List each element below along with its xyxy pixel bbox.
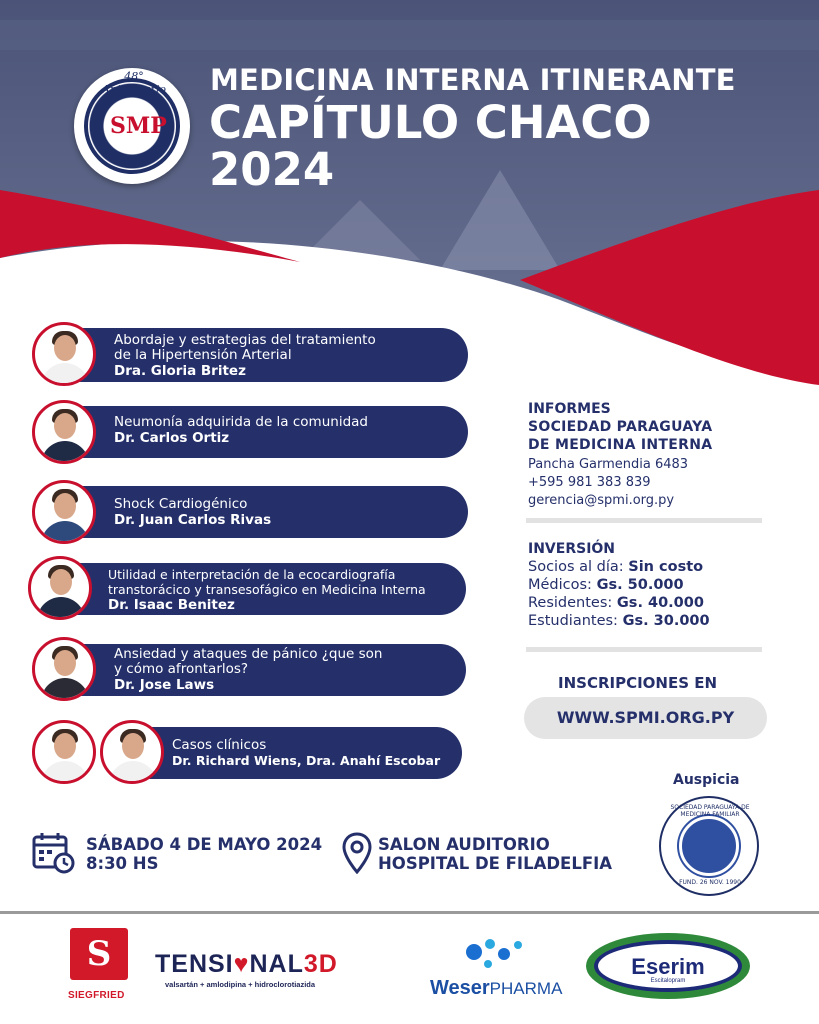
siegfried-logo	[70, 928, 128, 980]
talk-topic-cont: de la Hipertensión Arterial	[114, 347, 292, 363]
tensional-subtitle: valsartán + amlodipina + hidroclorotiazida	[165, 980, 316, 989]
talk-speaker: Dr. Carlos Ortiz	[114, 430, 230, 446]
speaker-photo	[32, 720, 96, 784]
eserim-logo	[586, 933, 750, 999]
speaker-photo	[32, 637, 96, 701]
body	[41, 761, 89, 784]
inscripciones-heading: INSCRIPCIONES EN	[558, 674, 718, 692]
footer-divider	[0, 911, 819, 914]
tensional-part1: TENSI	[155, 950, 234, 978]
face	[50, 569, 72, 595]
price-label: Residentes:	[528, 595, 617, 611]
event-venue	[378, 835, 612, 873]
eserim-subtitle: Escitalopram	[650, 978, 686, 984]
tensional-logo	[155, 950, 338, 979]
talk-topic: Shock Cardiogénico	[114, 496, 248, 512]
talk-speaker: Dr. Jose Laws	[114, 677, 215, 693]
event-time: 8:30 HS	[86, 854, 159, 873]
divider	[526, 647, 762, 652]
title-year: 2024	[209, 143, 335, 196]
talk-card	[62, 328, 468, 382]
inversion-heading: INVERSIÓN	[528, 541, 616, 557]
price-row	[528, 577, 684, 593]
face	[122, 733, 144, 759]
talk-topic: Neumonía adquirida de la comunidad	[114, 414, 368, 430]
talk-topic: Ansiedad y ataques de pánico ¿que son	[114, 646, 383, 662]
price-row	[528, 595, 704, 611]
seal-emblem	[679, 816, 739, 876]
price-row	[528, 559, 703, 575]
registration-url-button[interactable]: WWW.SPMI.ORG.PY	[524, 697, 767, 739]
speaker-photo	[28, 556, 92, 620]
weser-name: Weser	[430, 977, 490, 999]
face	[54, 413, 76, 439]
weser-dots-icon	[460, 936, 530, 976]
price-value: Sin costo	[628, 559, 704, 575]
weser-pharma-logo	[430, 977, 562, 1000]
phone[interactable]: +595 981 383 839	[528, 475, 651, 490]
face	[54, 335, 76, 361]
org-name-line1: SOCIEDAD PARAGUAYA	[528, 419, 713, 435]
talk-card	[62, 406, 468, 458]
price-label: Médicos:	[528, 577, 597, 593]
talk-card	[62, 563, 466, 615]
talk-speaker: Dr. Juan Carlos Rivas	[114, 512, 272, 528]
sponsor-seal	[659, 796, 759, 896]
heart-icon: ♥	[233, 950, 250, 978]
price-value: Gs. 40.000	[616, 595, 704, 611]
eserim-name: Eserim	[631, 954, 705, 979]
price-row	[528, 613, 710, 629]
address: Pancha Garmendia 6483	[528, 457, 689, 472]
body	[41, 678, 89, 701]
body	[41, 521, 89, 544]
talk-card	[62, 644, 466, 696]
body	[41, 441, 89, 464]
event-date: SÁBADO 4 DE MAYO 2024	[86, 835, 323, 854]
venue-line2: HOSPITAL DE FILADELFIA	[378, 854, 613, 873]
spmi-logo	[74, 68, 190, 184]
email-link[interactable]: gerencia@spmi.org.py	[528, 493, 675, 508]
talk-topic: Casos clínicos	[172, 737, 267, 753]
body	[41, 363, 89, 386]
price-label: Estudiantes:	[528, 613, 623, 629]
price-label: Socios al día:	[528, 559, 629, 575]
eserim-oval	[594, 940, 742, 992]
talk-topic-cont: transtorácico y transesofágico en Medicina Interna	[108, 582, 426, 597]
talk-topic-cont: y cómo afrontarlos?	[114, 661, 249, 677]
location-pin-icon	[342, 832, 372, 874]
divider	[526, 518, 762, 523]
talk-speaker: Dra. Gloria Britez	[114, 363, 246, 379]
body	[37, 597, 85, 620]
informes-heading: INFORMES	[528, 401, 611, 417]
logo-letters: SMP	[110, 113, 167, 139]
price-value: Gs. 50.000	[596, 577, 684, 593]
seal-text: SOCIEDAD PARAGUAYA DE MEDICINA FAMILIAR	[670, 804, 750, 818]
talk-speaker: Dr. Richard Wiens, Dra. Anahí Escobar	[172, 753, 441, 768]
calendar-icon	[32, 831, 76, 875]
speaker-photo	[32, 322, 96, 386]
seal-date: FUND. 26 NOV. 1990	[679, 879, 741, 886]
title-line-2: CAPÍTULO CHACO	[209, 96, 652, 149]
body	[109, 761, 157, 784]
talk-card	[62, 486, 468, 538]
tensional-part2: NAL	[249, 950, 304, 978]
talk-topic: Abordaje y estrategias del tratamiento	[114, 332, 376, 348]
weser-pharma: PHARMA	[489, 979, 563, 998]
auspicia-label: Auspicia	[673, 772, 740, 788]
talk-card	[120, 727, 462, 779]
speaker-photo	[32, 480, 96, 544]
talk-topic: Utilidad e interpretación de la ecocardiografía	[108, 567, 396, 582]
face	[54, 733, 76, 759]
face	[54, 650, 76, 676]
face	[54, 493, 76, 519]
speaker-photo	[100, 720, 164, 784]
venue-line1: SALON AUDITORIO	[378, 835, 550, 854]
event-date-time	[86, 835, 322, 873]
anniversary-label: 48° Aniversario	[101, 70, 167, 96]
talk-speaker: Dr. Isaac Benitez	[108, 597, 235, 613]
tensional-3d: 3D	[303, 950, 338, 978]
title-line-1: MEDICINA INTERNA ITINERANTE	[210, 63, 736, 97]
speaker-photo	[32, 400, 96, 464]
org-name-line2: DE MEDICINA INTERNA	[528, 437, 713, 453]
siegfried-name: SIEGFRIED	[68, 990, 125, 1001]
siegfried-mark: S	[86, 934, 112, 974]
price-value: Gs. 30.000	[622, 613, 710, 629]
